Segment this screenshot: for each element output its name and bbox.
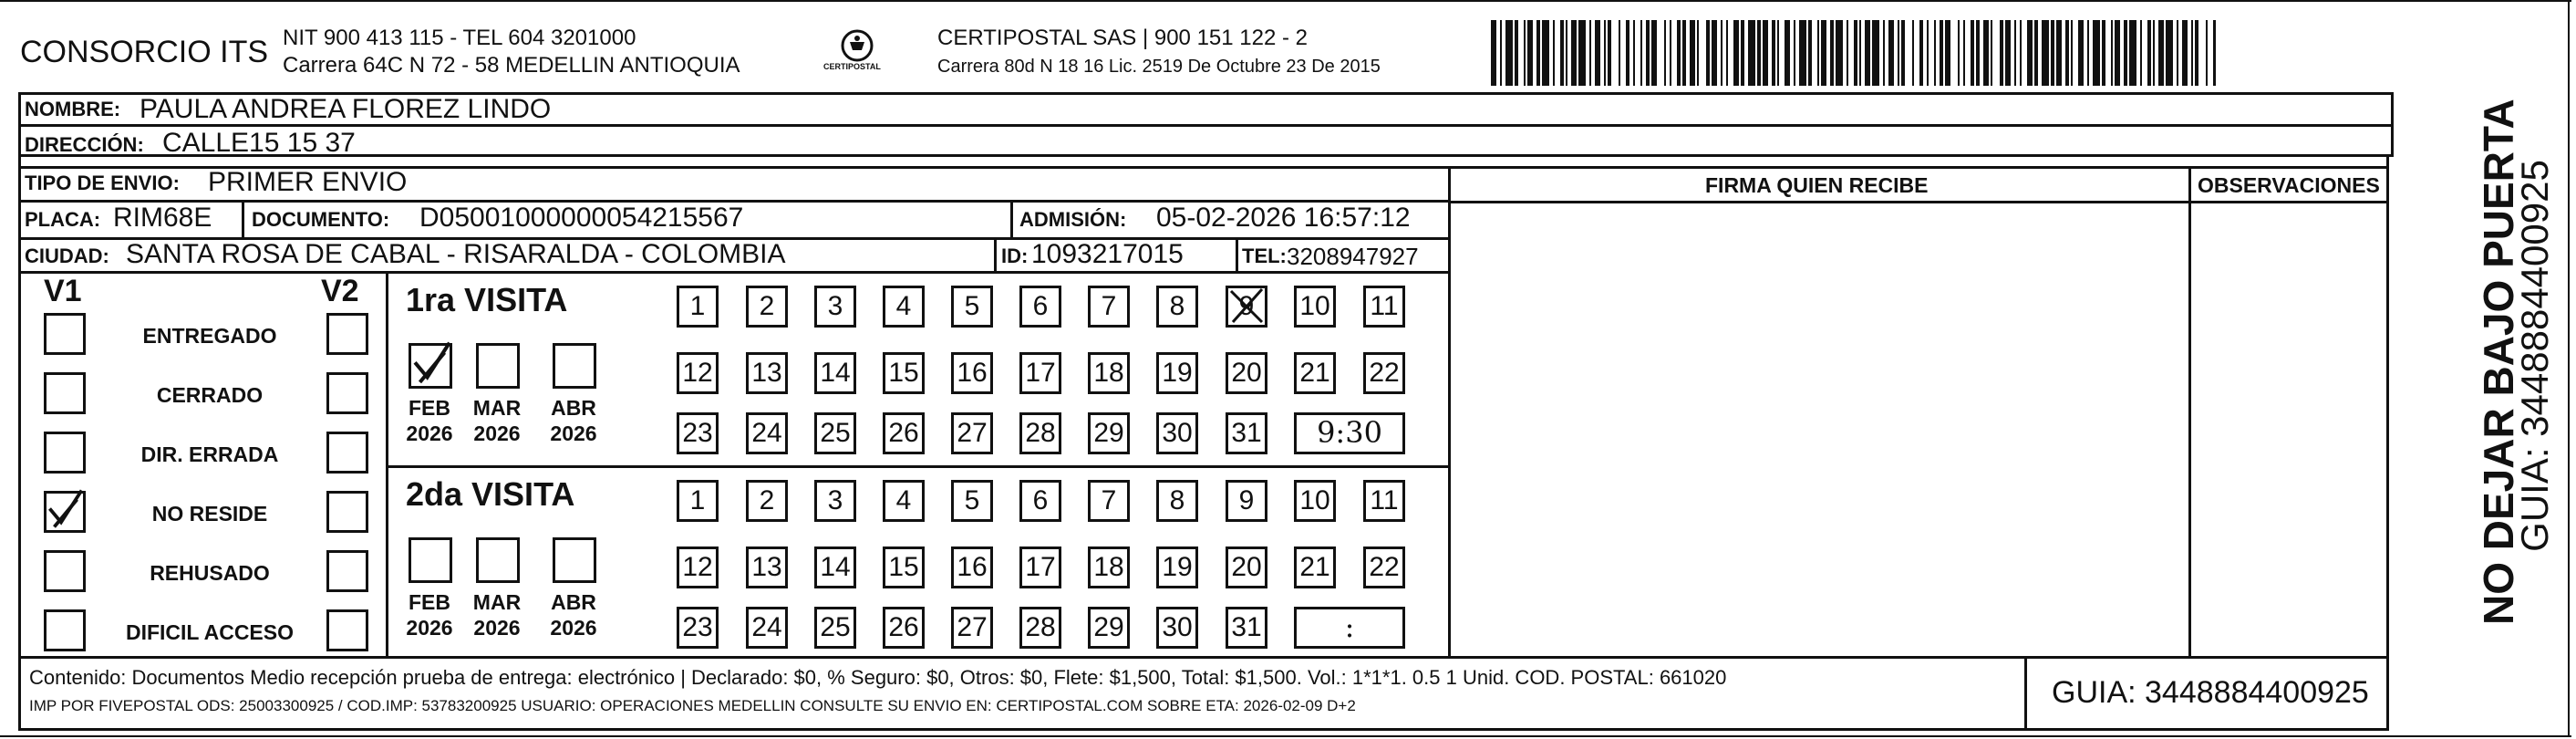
barcode-bar [1934,20,1936,86]
day-box[interactable]: 5 [951,480,993,522]
day-box[interactable]: 12 [677,352,719,394]
barcode-bar [2027,20,2033,86]
grid-line [2386,656,2389,731]
barcode-bar [2147,20,2151,86]
v2-checkbox-4[interactable] [326,550,368,592]
logo-text: CERTIPOSTAL [823,62,881,71]
barcode-bar [1763,20,1768,86]
direccion-label: DIRECCIÓN: [25,133,144,156]
v1-checkbox-4[interactable] [44,550,86,592]
status-option-label: NO RESIDE [151,502,268,526]
day-box[interactable]: 23 [677,607,719,649]
barcode-bar [1566,20,1567,86]
barcode-bar [2087,20,2089,86]
day-box[interactable]: 30 [1156,412,1198,454]
day-box[interactable]: 29 [1088,412,1130,454]
grid-line [386,271,388,656]
logo-icon [816,26,898,80]
direccion-value: CALLE15 15 37 [162,128,356,158]
year-label: 2026 [550,422,597,445]
day-box[interactable]: 2 [746,480,788,522]
day-box[interactable]: 28 [1019,412,1061,454]
visit-time-value: 9:30 [1317,415,1382,450]
barcode-bar [1945,20,1950,86]
barcode-bar [1500,20,1502,86]
barcode-bar [2014,20,2016,86]
year-label: 2026 [473,422,521,445]
observaciones-label: OBSERVACIONES [2198,173,2380,197]
barcode-bar [1799,20,1806,86]
visit-time-value: : [1344,609,1355,644]
barcode-bar [1682,20,1686,86]
barcode-bar [2124,20,2127,86]
barcode-bar [1927,20,1929,86]
documento-value: D05001000000054215567 [419,203,744,233]
barcode-bar [1741,20,1744,86]
tel-value: 3208947927 [1287,243,1419,270]
day-box[interactable] [1226,286,1267,328]
grid-line [2188,166,2191,656]
barcode-bar [1772,20,1775,86]
barcode-bar [1690,20,1695,86]
day-box[interactable]: 19 [1156,352,1198,394]
barcode-bar [1721,20,1723,86]
day-box[interactable]: 4 [883,286,925,328]
barcode-bar [1733,20,1739,86]
v2-checkbox-1[interactable] [326,372,368,414]
barcode-bar [2129,20,2136,86]
barcode-bar [1963,20,1965,86]
barcode-bar [2042,20,2049,86]
month-checkbox-feb[interactable] [409,343,452,389]
check-mark-icon [43,488,88,534]
day-box[interactable]: 10 [1294,286,1336,328]
ciudad-value: SANTA ROSA DE CABAL - RISARALDA - COLOMBIA [126,239,786,269]
grid-line [18,656,2389,659]
tipo-value: PRIMER ENVIO [208,167,408,197]
month-label: ABR [551,590,596,614]
nombre-label: NOMBRE: [25,98,121,120]
barcode-bar [1757,20,1761,86]
tipo-label: TIPO DE ENVIO: [25,172,180,194]
month-checkbox-abr[interactable] [553,537,596,583]
barcode-bar [1697,20,1699,86]
day-box[interactable]: 12 [677,546,719,588]
day-box[interactable]: 24 [746,412,788,454]
barcode-bar [1515,20,1518,86]
barcode-bar [2195,20,2198,86]
barcode-bar [1491,20,1496,86]
barcode-bar [1677,20,1681,86]
v1-label: V1 [44,274,82,308]
v2-checkbox-5[interactable] [326,609,368,651]
barcode-bar [1712,20,1717,86]
grid-line [18,728,2389,731]
barcode [1491,20,2216,86]
month-checkbox-mar[interactable] [476,343,520,389]
barcode-bar [1527,20,1533,86]
grid-line [1236,239,1238,273]
carrier-address: Carrera 80d N 18 16 Lic. 2519 De Octubre 23 De 2015 [937,57,1381,77]
day-box[interactable]: 15 [883,546,925,588]
barcode-bar [2102,20,2105,86]
barcode-bar [1651,20,1657,86]
barcode-bar [1888,20,1894,86]
day-box[interactable]: 20 [1226,546,1267,588]
barcode-bar [1830,20,1834,86]
day-box[interactable]: 8 [1156,286,1198,328]
barcode-bar [1859,20,1861,86]
day-box[interactable]: 2 [746,286,788,328]
barcode-bar [2051,20,2054,86]
month-checkbox-mar[interactable] [476,537,520,583]
barcode-bar [1589,20,1591,86]
top-border [0,0,2571,2]
day-box[interactable]: 13 [746,546,788,588]
barcode-bar [2206,20,2208,86]
barcode-bar [2000,20,2003,86]
firma-label: FIRMA QUIEN RECIBE [1705,173,1929,197]
v1-checkbox-3[interactable] [44,491,86,533]
barcode-bar [1872,20,1879,86]
day-box[interactable]: 13 [746,352,788,394]
barcode-bar [1847,20,1848,86]
barcode-bar [1898,20,1899,86]
cross-mark-icon [1226,286,1267,328]
v2-checkbox-2[interactable] [326,432,368,474]
day-box[interactable]: 8 [1156,480,1198,522]
barcode-bar [2034,20,2038,86]
barcode-bar [1748,20,1755,86]
check-mark-icon [408,340,457,390]
barcode-bar [2158,20,2164,86]
grid-line [1010,203,1013,239]
day-box[interactable]: 15 [883,352,925,394]
month-checkbox-abr[interactable] [553,343,596,389]
status-option-label: DIR. ERRADA [140,442,279,466]
barcode-bar [1553,20,1555,86]
day-box[interactable]: 22 [1363,352,1405,394]
barcode-bar [1919,20,1923,86]
barcode-bar [2065,20,2069,86]
day-box[interactable]: 4 [883,480,925,522]
barcode-bar [2078,20,2084,86]
barcode-bar [1991,20,1992,86]
year-label: 2026 [550,616,597,640]
carrier-name: CERTIPOSTAL SAS | 900 151 122 - 2 [937,26,1308,50]
month-label: MAR [472,590,522,614]
barcode-bar [1958,20,1960,86]
year-label: 2026 [473,616,521,640]
day-box[interactable]: 1 [677,480,719,522]
day-box[interactable]: 6 [1019,480,1061,522]
barcode-bar [1785,20,1790,86]
day-box[interactable]: 25 [814,412,856,454]
barcode-bar [1854,20,1857,86]
day-box[interactable]: 11 [1363,286,1405,328]
barcode-bar [1542,20,1549,86]
status-option-label: ENTREGADO [142,324,277,348]
v1-checkbox-1[interactable] [44,372,86,414]
day-box[interactable]: 24 [746,607,788,649]
barcode-bar [1726,20,1728,86]
day-box[interactable]: 11 [1363,480,1405,522]
day-box[interactable]: 7 [1088,480,1130,522]
barcode-bar [1883,20,1885,86]
day-box[interactable]: 31 [1226,607,1267,649]
placa-value: RIM68E [113,203,212,233]
bottom-border [0,735,2571,737]
status-option-label: CERRADO [156,383,264,407]
visit-time-field[interactable] [1294,607,1405,649]
day-box[interactable]: 18 [1088,546,1130,588]
grid-line [1448,271,1451,656]
barcode-bar [2182,20,2188,86]
status-option-label: DIFICIL ACCESO [125,620,294,644]
day-box[interactable]: 29 [1088,607,1130,649]
month-checkbox-feb[interactable] [409,537,452,583]
visit-title: 2da VISITA [406,475,575,513]
grid-line [386,465,1449,468]
day-box[interactable]: 23 [677,412,719,454]
barcode-bar [2056,20,2062,86]
day-box[interactable]: 22 [1363,546,1405,588]
barcode-bar [1976,20,1980,86]
day-box[interactable]: 17 [1019,546,1061,588]
year-label: 2026 [406,616,453,640]
day-box[interactable]: 17 [1019,352,1061,394]
day-box[interactable]: 21 [1294,546,1336,588]
day-box[interactable]: 30 [1156,607,1198,649]
day-box[interactable]: 26 [883,607,925,649]
month-label: FEB [409,590,450,614]
day-box[interactable]: 16 [951,352,993,394]
side-panel [2398,99,2571,630]
barcode-bar [1646,20,1650,86]
barcode-bar [1626,20,1629,86]
barcode-bar [1595,20,1600,86]
visit-title: 1ra VISITA [406,281,568,318]
day-box[interactable]: 27 [951,412,993,454]
day-box[interactable]: 26 [883,412,925,454]
barcode-bar [1560,20,1564,86]
day-box[interactable]: 27 [951,607,993,649]
v2-label: V2 [321,274,359,308]
nombre-value: PAULA ANDREA FLOREZ LINDO [140,94,552,124]
barcode-bar [1817,20,1819,86]
id-label: ID: [1001,245,1029,267]
status-option-label: REHUSADO [150,561,270,585]
grid-line [994,239,997,273]
barcode-bar [1865,20,1870,86]
admision-label: ADMISIÓN: [1019,208,1127,231]
barcode-bar [1901,20,1905,86]
grid-line [242,203,244,239]
footer-imp: IMP POR FIVEPOSTAL ODS: 25003300925 / COD.IMP: 53783200925 USUARIO: OPERACIONES MEDELLIN CONSULTE SU ENVIO EN: CERTIPOSTAL.COM SOBRE ETA: 2026-02-09 D+2 [29,697,1356,714]
day-box[interactable]: 1 [677,286,719,328]
barcode-bar [1836,20,1843,86]
barcode-bar [2115,20,2120,86]
barcode-bar [1505,20,1513,86]
barcode-bar [1670,20,1671,86]
barcode-bar [1536,20,1540,86]
day-box[interactable]: 6 [1019,286,1061,328]
grid-line [18,154,2394,157]
v1-checkbox-0[interactable] [44,313,86,355]
day-box[interactable]: 10 [1294,480,1336,522]
grid-line [18,92,21,731]
barcode-bar [2020,20,2022,86]
barcode-bar [1524,20,1526,86]
day-number: 9 [1238,291,1255,321]
day-box[interactable]: 3 [814,286,856,328]
no-dejar-warning: NO DEJAR BAJO PUERTA [2475,99,2522,625]
barcode-bar [2005,20,2011,86]
id-value: 1093217015 [1031,239,1184,269]
day-box[interactable]: 7 [1088,286,1130,328]
footer-contenido: Contenido: Documentos Medio recepción prueba de entrega: electrónico | Declarado: $0, % Seguro: $0, Otros: $0, Flete: $1,500, Total: $1,500. Vol.: 1*1*1. 0.5 1 Unid. COD. POSTAL: 661020 [29,666,1727,689]
day-box[interactable]: 19 [1156,546,1198,588]
v1-checkbox-5[interactable] [44,609,86,651]
barcode-bar [1971,20,1974,86]
barcode-bar [1983,20,1989,86]
company-address: Carrera 64C N 72 - 58 MEDELLIN ANTIOQUIA [283,53,740,78]
barcode-bar [2111,20,2113,86]
grid-line [1450,201,2389,203]
barcode-bar [1664,20,1666,86]
barcode-bar [1777,20,1779,86]
day-box[interactable]: 5 [951,286,993,328]
barcode-bar [1619,20,1620,86]
barcode-bar [1794,20,1795,86]
footer-guia: GUIA: 3448884400925 [2052,675,2369,710]
barcode-bar [2191,20,2193,86]
grid-line [2386,154,2389,656]
barcode-bar [1608,20,1611,86]
grid-line [2024,656,2027,731]
barcode-bar [1706,20,1710,86]
barcode-bar [2093,20,2100,86]
admision-value: 05-02-2026 16:57:12 [1156,203,1411,233]
day-box[interactable]: 28 [1019,607,1061,649]
barcode-bar [1912,20,1914,86]
year-label: 2026 [406,422,453,445]
barcode-bar [2153,20,2155,86]
barcode-bar [2071,20,2073,86]
month-label: ABR [551,396,596,420]
day-box[interactable]: 20 [1226,352,1267,394]
barcode-bar [2166,20,2173,86]
day-box[interactable]: 25 [814,607,856,649]
tel-label: TEL: [1242,245,1287,267]
barcode-bar [1808,20,1812,86]
documento-label: DOCUMENTO: [252,208,390,231]
visit-time-field[interactable] [1294,412,1405,454]
day-box[interactable]: 3 [814,480,856,522]
v1-checkbox-2[interactable] [44,432,86,474]
month-label: MAR [472,396,522,420]
month-label: FEB [409,396,450,420]
barcode-bar [1821,20,1826,86]
barcode-bar [2140,20,2142,86]
side-guia: GUIA: 3448884400925 [2513,160,2556,552]
barcode-bar [1578,20,1586,86]
barcode-bar [1640,20,1642,86]
day-box[interactable]: 14 [814,546,856,588]
certipostal-logo [816,26,898,80]
day-box[interactable]: 31 [1226,412,1267,454]
day-box[interactable]: 14 [814,352,856,394]
placa-label: PLACA: [25,208,101,231]
company-nit: NIT 900 413 115 - TEL 604 3201000 [283,26,636,50]
day-box[interactable]: 9 [1226,480,1267,522]
barcode-bar [1940,20,1943,86]
v2-checkbox-3[interactable] [326,491,368,533]
v2-checkbox-0[interactable] [326,313,368,355]
barcode-bar [2177,20,2178,86]
company-name: CONSORCIO ITS [20,35,269,69]
barcode-bar [1633,20,1635,86]
ciudad-label: CIUDAD: [25,245,109,267]
barcode-bar [2213,20,2216,86]
day-box[interactable]: 18 [1088,352,1130,394]
day-box[interactable]: 16 [951,546,993,588]
barcode-bar [1604,20,1606,86]
barcode-bar [1571,20,1577,86]
day-box[interactable]: 21 [1294,352,1336,394]
